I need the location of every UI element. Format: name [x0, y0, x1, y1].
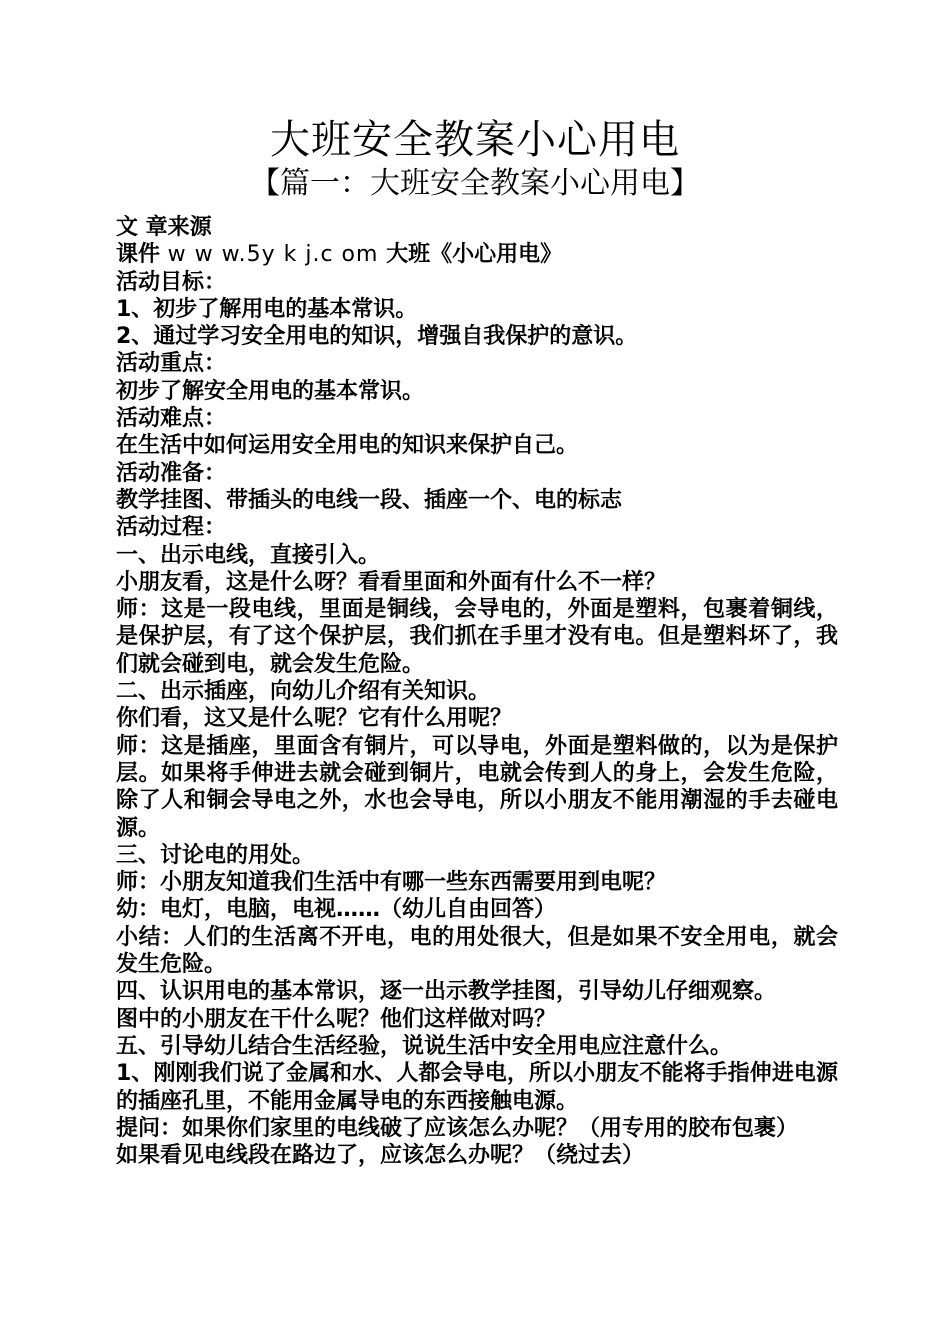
paragraph: 1、初步了解用电的基本常识。 — [116, 296, 418, 322]
paragraph: 活动重点： — [116, 351, 227, 377]
paragraph: 五、引导幼儿结合生活经验，说说生活中安全用电应注意什么。 — [116, 1033, 733, 1059]
paragraph: 小结：人们的生活离不开电，电的用处很大，但是如果不安全用电，就会发生危险。 — [116, 924, 838, 978]
paragraph: 初步了解安全用电的基本常识。 — [116, 378, 425, 404]
paragraph: 1、刚刚我们说了金属和水、人都会导电，所以小朋友不能将手指伸进电源的插座孔里，不能用金属导电的东西接触电源。 — [116, 1061, 838, 1114]
paragraph: 图中的小朋友在干什么呢？他们这样做对吗？ — [116, 1006, 557, 1032]
courseware-suffix: 大班《小心用电》 — [378, 242, 563, 268]
paragraph: 2、通过学习安全用电的知识，增强自我保护的意识。 — [116, 324, 638, 350]
paragraph: 二、出示插座，向幼儿介绍有关知识。 — [116, 679, 491, 705]
source-line: 文 章来源 — [116, 215, 212, 240]
paragraph: 小朋友看，这是什么呀？看看里面和外面有什么不一样？ — [116, 569, 667, 595]
courseware-line — [116, 241, 838, 268]
paragraph: 提问：如果你们家里的电线破了应该怎么办呢？（用专用的胶布包裹） — [116, 1115, 799, 1141]
courseware-prefix: 课件 — [116, 242, 168, 268]
paragraph: 幼：电灯，电脑，电视……（幼儿自由回答） — [116, 897, 557, 923]
paragraph: 四、认识用电的基本常识，逐一出示教学挂图，引导幼儿仔细观察。 — [116, 979, 777, 1005]
paragraph: 如果看见电线段在路边了，应该怎么办呢？（绕过去） — [116, 1143, 645, 1169]
paragraph: 教学挂图、带插头的电线一段、插座一个、电的标志 — [116, 487, 623, 513]
document-title: 大班安全教案小心用电 — [270, 117, 680, 163]
paragraph: 活动准备： — [116, 460, 227, 486]
paragraph: 活动难点： — [116, 406, 227, 432]
paragraph: 你们看，这又是什么呢？它有什么用呢？ — [116, 706, 513, 732]
paragraph: 师：这是插座，里面含有铜片，可以导电，外面是塑料做的，以为是保护层。如果将手伸进去就会碰到铜片，电就会传到人的身上，会发生危险，除了人和铜会导电之外，水也会导电，所以小朋友不能用潮湿的手去碰电源。 — [116, 733, 838, 841]
paragraph: 师：小朋友知道我们生活中有哪一些东西需要用到电呢？ — [116, 870, 667, 896]
paragraph: 活动目标： — [116, 269, 227, 295]
paragraph: 一、出示电线，直接引入。 — [116, 542, 381, 568]
document-body — [116, 214, 838, 1169]
paragraph: 师：这是一段电线，里面是铜线，会导电的，外面是塑料，包裹着铜线，是保护层，有了这个保护层，我们抓在手里才没有电。但是塑料坏了，我们就会碰到电，就会发生危险。 — [116, 597, 838, 677]
paragraph: 三、讨论电的用处。 — [116, 842, 315, 868]
paragraph: 活动过程： — [116, 515, 227, 541]
document-subtitle: 【篇一：大班安全教案小心用电】 — [250, 166, 700, 201]
paragraph: 在生活中如何运用安全用电的知识来保护自己。 — [116, 433, 579, 459]
courseware-url: w w w.5y k j.c om — [167, 242, 379, 268]
